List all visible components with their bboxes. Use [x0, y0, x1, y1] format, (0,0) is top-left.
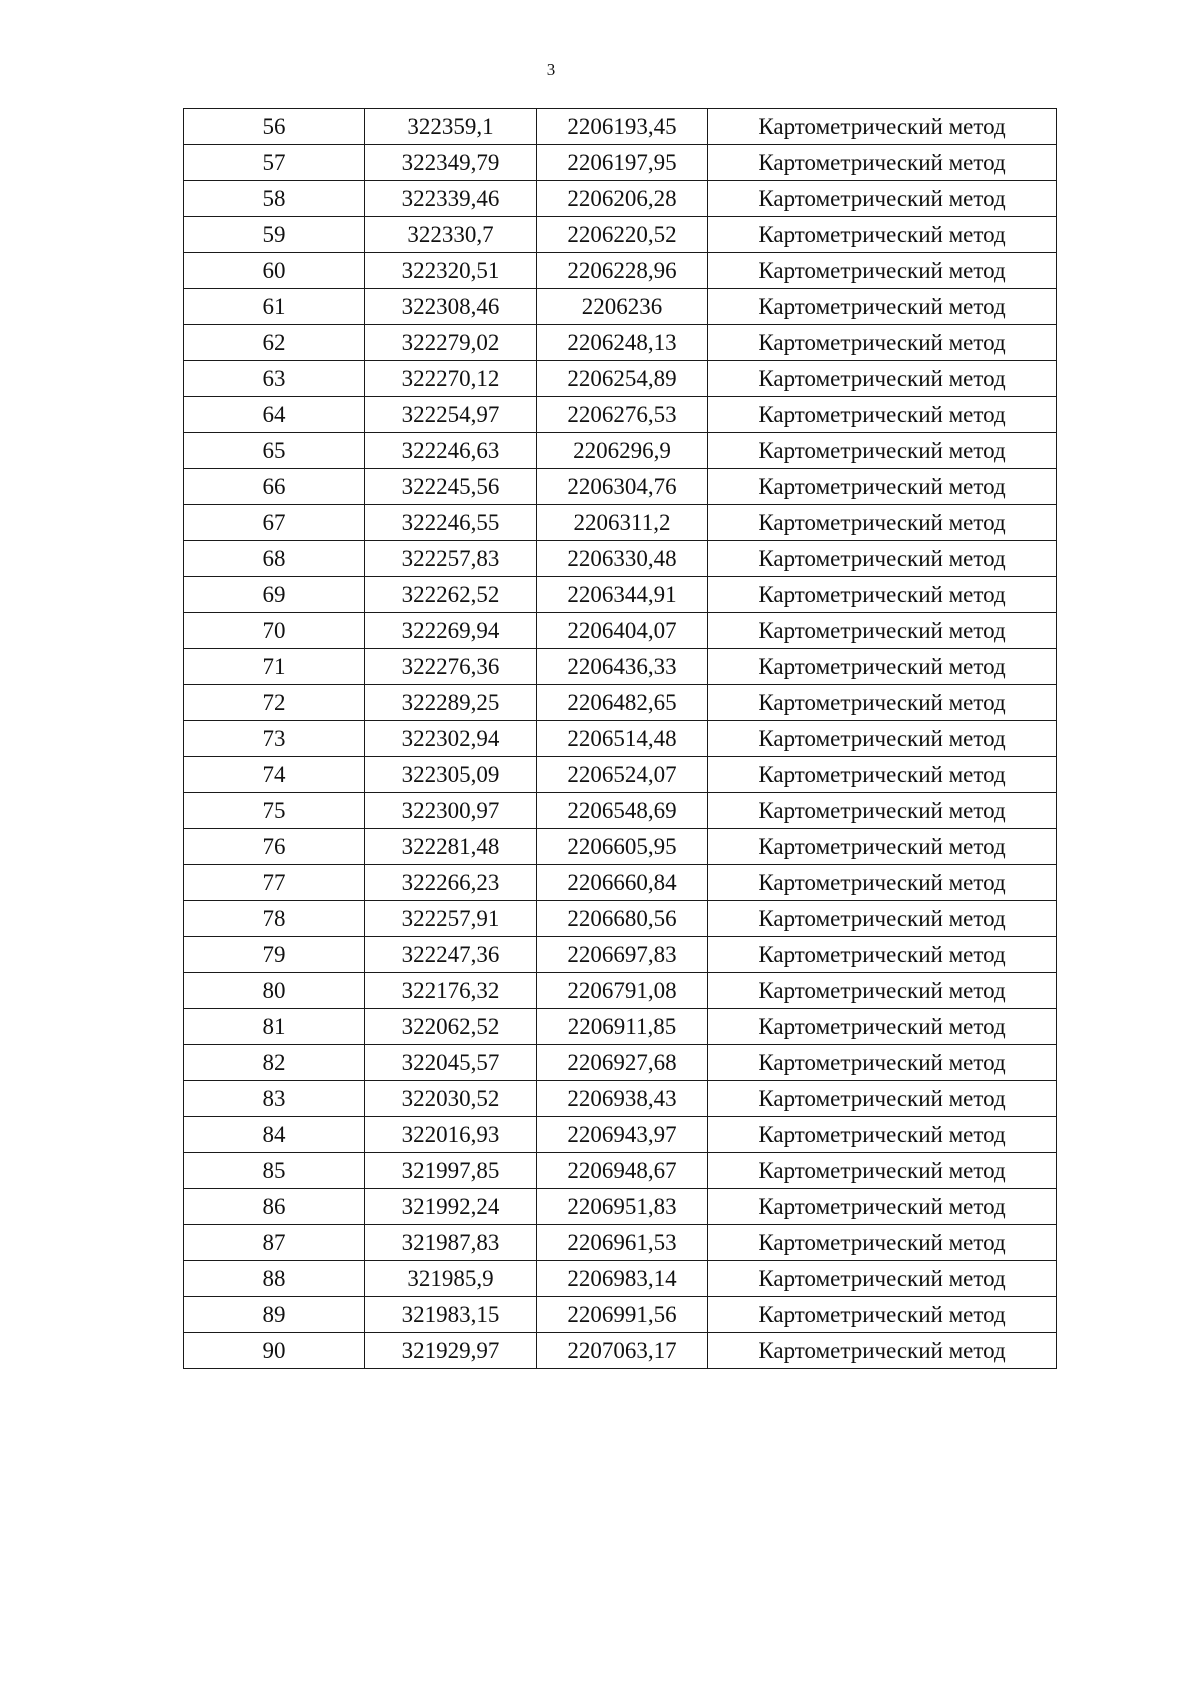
x-coordinate-cell: 321983,15 — [365, 1297, 537, 1333]
y-coordinate-cell: 2206482,65 — [537, 685, 708, 721]
y-coordinate-cell: 2206206,28 — [537, 181, 708, 217]
point-number-cell: 64 — [184, 397, 365, 433]
x-coordinate-cell: 321987,83 — [365, 1225, 537, 1261]
method-cell: Картометрический метод — [708, 1333, 1057, 1369]
x-coordinate-cell: 322245,56 — [365, 469, 537, 505]
y-coordinate-cell: 2206311,2 — [537, 505, 708, 541]
x-coordinate-cell: 322339,46 — [365, 181, 537, 217]
y-coordinate-cell: 2206304,76 — [537, 469, 708, 505]
x-coordinate-cell: 321929,97 — [365, 1333, 537, 1369]
x-coordinate-cell: 321992,24 — [365, 1189, 537, 1225]
y-coordinate-cell: 2206938,43 — [537, 1081, 708, 1117]
method-cell: Картометрический метод — [708, 541, 1057, 577]
table-row — [184, 109, 1057, 145]
method-cell: Картометрический метод — [708, 649, 1057, 685]
x-coordinate-cell: 322320,51 — [365, 253, 537, 289]
table-row — [184, 1045, 1057, 1081]
y-coordinate-cell: 2206524,07 — [537, 757, 708, 793]
table-row — [184, 1009, 1057, 1045]
point-number-cell: 57 — [184, 145, 365, 181]
y-coordinate-cell: 2206236 — [537, 289, 708, 325]
table-row — [184, 361, 1057, 397]
table-row — [184, 901, 1057, 937]
x-coordinate-cell: 322305,09 — [365, 757, 537, 793]
x-coordinate-cell: 322279,02 — [365, 325, 537, 361]
method-cell: Картометрический метод — [708, 1117, 1057, 1153]
method-cell: Картометрический метод — [708, 1225, 1057, 1261]
table-row — [184, 1117, 1057, 1153]
table-row — [184, 397, 1057, 433]
x-coordinate-cell: 322254,97 — [365, 397, 537, 433]
x-coordinate-cell: 322247,36 — [365, 937, 537, 973]
point-number-cell: 76 — [184, 829, 365, 865]
table-row — [184, 1189, 1057, 1225]
x-coordinate-cell: 322276,36 — [365, 649, 537, 685]
y-coordinate-cell: 2206220,52 — [537, 217, 708, 253]
y-coordinate-cell: 2206791,08 — [537, 973, 708, 1009]
x-coordinate-cell: 322266,23 — [365, 865, 537, 901]
point-number-cell: 61 — [184, 289, 365, 325]
point-number-cell: 70 — [184, 613, 365, 649]
table-row — [184, 1261, 1057, 1297]
y-coordinate-cell: 2206344,91 — [537, 577, 708, 613]
y-coordinate-cell: 2206680,56 — [537, 901, 708, 937]
method-cell: Картометрический метод — [708, 469, 1057, 505]
point-number-cell: 81 — [184, 1009, 365, 1045]
point-number-cell: 62 — [184, 325, 365, 361]
method-cell: Картометрический метод — [708, 685, 1057, 721]
page-number: 3 — [546, 60, 556, 79]
table-row — [184, 1153, 1057, 1189]
point-number-cell: 58 — [184, 181, 365, 217]
table-row — [184, 757, 1057, 793]
method-cell: Картометрический метод — [708, 937, 1057, 973]
x-coordinate-cell: 322330,7 — [365, 217, 537, 253]
table-row — [184, 865, 1057, 901]
y-coordinate-cell: 2206193,45 — [537, 109, 708, 145]
method-cell: Картометрический метод — [708, 721, 1057, 757]
point-number-cell: 71 — [184, 649, 365, 685]
table-row — [184, 1297, 1057, 1333]
y-coordinate-cell: 2206228,96 — [537, 253, 708, 289]
table-row — [184, 325, 1057, 361]
x-coordinate-cell: 322308,46 — [365, 289, 537, 325]
x-coordinate-cell: 322300,97 — [365, 793, 537, 829]
point-number-cell: 56 — [184, 109, 365, 145]
y-coordinate-cell: 2206948,67 — [537, 1153, 708, 1189]
point-number-cell: 68 — [184, 541, 365, 577]
table-row — [184, 433, 1057, 469]
point-number-cell: 78 — [184, 901, 365, 937]
method-cell: Картометрический метод — [708, 1045, 1057, 1081]
method-cell: Картометрический метод — [708, 289, 1057, 325]
point-number-cell: 83 — [184, 1081, 365, 1117]
point-number-cell: 86 — [184, 1189, 365, 1225]
y-coordinate-cell: 2206697,83 — [537, 937, 708, 973]
method-cell: Картометрический метод — [708, 1261, 1057, 1297]
table-row — [184, 613, 1057, 649]
method-cell: Картометрический метод — [708, 865, 1057, 901]
point-number-cell: 82 — [184, 1045, 365, 1081]
table-row — [184, 793, 1057, 829]
point-number-cell: 74 — [184, 757, 365, 793]
y-coordinate-cell: 2206660,84 — [537, 865, 708, 901]
x-coordinate-cell: 322246,55 — [365, 505, 537, 541]
y-coordinate-cell: 2206254,89 — [537, 361, 708, 397]
table-row — [184, 253, 1057, 289]
point-number-cell: 89 — [184, 1297, 365, 1333]
x-coordinate-cell: 321997,85 — [365, 1153, 537, 1189]
method-cell: Картометрический метод — [708, 433, 1057, 469]
point-number-cell: 72 — [184, 685, 365, 721]
y-coordinate-cell: 2206404,07 — [537, 613, 708, 649]
y-coordinate-cell: 2206548,69 — [537, 793, 708, 829]
table-row — [184, 937, 1057, 973]
method-cell: Картометрический метод — [708, 1081, 1057, 1117]
method-cell: Картометрический метод — [708, 361, 1057, 397]
method-cell: Картометрический метод — [708, 1189, 1057, 1225]
point-number-cell: 77 — [184, 865, 365, 901]
method-cell: Картометрический метод — [708, 973, 1057, 1009]
x-coordinate-cell: 322176,32 — [365, 973, 537, 1009]
y-coordinate-cell: 2206943,97 — [537, 1117, 708, 1153]
x-coordinate-cell: 322016,93 — [365, 1117, 537, 1153]
point-number-cell: 69 — [184, 577, 365, 613]
y-coordinate-cell: 2206927,68 — [537, 1045, 708, 1081]
method-cell: Картометрический метод — [708, 397, 1057, 433]
y-coordinate-cell: 2206436,33 — [537, 649, 708, 685]
x-coordinate-cell: 322349,79 — [365, 145, 537, 181]
method-cell: Картометрический метод — [708, 181, 1057, 217]
x-coordinate-cell: 322030,52 — [365, 1081, 537, 1117]
x-coordinate-cell: 322045,57 — [365, 1045, 537, 1081]
y-coordinate-cell: 2206197,95 — [537, 145, 708, 181]
x-coordinate-cell: 322270,12 — [365, 361, 537, 397]
point-number-cell: 59 — [184, 217, 365, 253]
x-coordinate-cell: 322257,83 — [365, 541, 537, 577]
table-row — [184, 541, 1057, 577]
x-coordinate-cell: 322257,91 — [365, 901, 537, 937]
method-cell: Картометрический метод — [708, 1297, 1057, 1333]
point-number-cell: 66 — [184, 469, 365, 505]
x-coordinate-cell: 322062,52 — [365, 1009, 537, 1045]
point-number-cell: 65 — [184, 433, 365, 469]
table-row — [184, 145, 1057, 181]
point-number-cell: 80 — [184, 973, 365, 1009]
x-coordinate-cell: 322262,52 — [365, 577, 537, 613]
point-number-cell: 87 — [184, 1225, 365, 1261]
x-coordinate-cell: 322289,25 — [365, 685, 537, 721]
y-coordinate-cell: 2206296,9 — [537, 433, 708, 469]
y-coordinate-cell: 2206911,85 — [537, 1009, 708, 1045]
method-cell: Картометрический метод — [708, 1153, 1057, 1189]
point-number-cell: 63 — [184, 361, 365, 397]
x-coordinate-cell: 322302,94 — [365, 721, 537, 757]
y-coordinate-cell: 2207063,17 — [537, 1333, 708, 1369]
method-cell: Картометрический метод — [708, 145, 1057, 181]
coordinates-table-body — [184, 109, 1057, 1369]
method-cell: Картометрический метод — [708, 217, 1057, 253]
table-row — [184, 217, 1057, 253]
table-row — [184, 685, 1057, 721]
method-cell: Картометрический метод — [708, 577, 1057, 613]
table-row — [184, 577, 1057, 613]
point-number-cell: 73 — [184, 721, 365, 757]
x-coordinate-cell: 322359,1 — [365, 109, 537, 145]
point-number-cell: 84 — [184, 1117, 365, 1153]
point-number-cell: 88 — [184, 1261, 365, 1297]
y-coordinate-cell: 2206961,53 — [537, 1225, 708, 1261]
point-number-cell: 60 — [184, 253, 365, 289]
method-cell: Картометрический метод — [708, 1009, 1057, 1045]
table-row — [184, 829, 1057, 865]
table-row — [184, 1225, 1057, 1261]
table-row — [184, 289, 1057, 325]
x-coordinate-cell: 322246,63 — [365, 433, 537, 469]
point-number-cell: 79 — [184, 937, 365, 973]
method-cell: Картометрический метод — [708, 253, 1057, 289]
table-row — [184, 469, 1057, 505]
point-number-cell: 67 — [184, 505, 365, 541]
y-coordinate-cell: 2206514,48 — [537, 721, 708, 757]
x-coordinate-cell: 321985,9 — [365, 1261, 537, 1297]
y-coordinate-cell: 2206951,83 — [537, 1189, 708, 1225]
point-number-cell: 90 — [184, 1333, 365, 1369]
table-row — [184, 181, 1057, 217]
method-cell: Картометрический метод — [708, 325, 1057, 361]
table-row — [184, 649, 1057, 685]
y-coordinate-cell: 2206330,48 — [537, 541, 708, 577]
y-coordinate-cell: 2206983,14 — [537, 1261, 708, 1297]
method-cell: Картометрический метод — [708, 613, 1057, 649]
x-coordinate-cell: 322281,48 — [365, 829, 537, 865]
y-coordinate-cell: 2206991,56 — [537, 1297, 708, 1333]
method-cell: Картометрический метод — [708, 829, 1057, 865]
method-cell: Картометрический метод — [708, 901, 1057, 937]
table-row — [184, 505, 1057, 541]
method-cell: Картометрический метод — [708, 793, 1057, 829]
x-coordinate-cell: 322269,94 — [365, 613, 537, 649]
y-coordinate-cell: 2206248,13 — [537, 325, 708, 361]
point-number-cell: 75 — [184, 793, 365, 829]
point-number-cell: 85 — [184, 1153, 365, 1189]
table-row — [184, 1333, 1057, 1369]
method-cell: Картометрический метод — [708, 505, 1057, 541]
y-coordinate-cell: 2206276,53 — [537, 397, 708, 433]
table-row — [184, 721, 1057, 757]
table-row — [184, 973, 1057, 1009]
table-row — [184, 1081, 1057, 1117]
coordinates-table — [183, 108, 1057, 1369]
y-coordinate-cell: 2206605,95 — [537, 829, 708, 865]
method-cell: Картометрический метод — [708, 109, 1057, 145]
method-cell: Картометрический метод — [708, 757, 1057, 793]
